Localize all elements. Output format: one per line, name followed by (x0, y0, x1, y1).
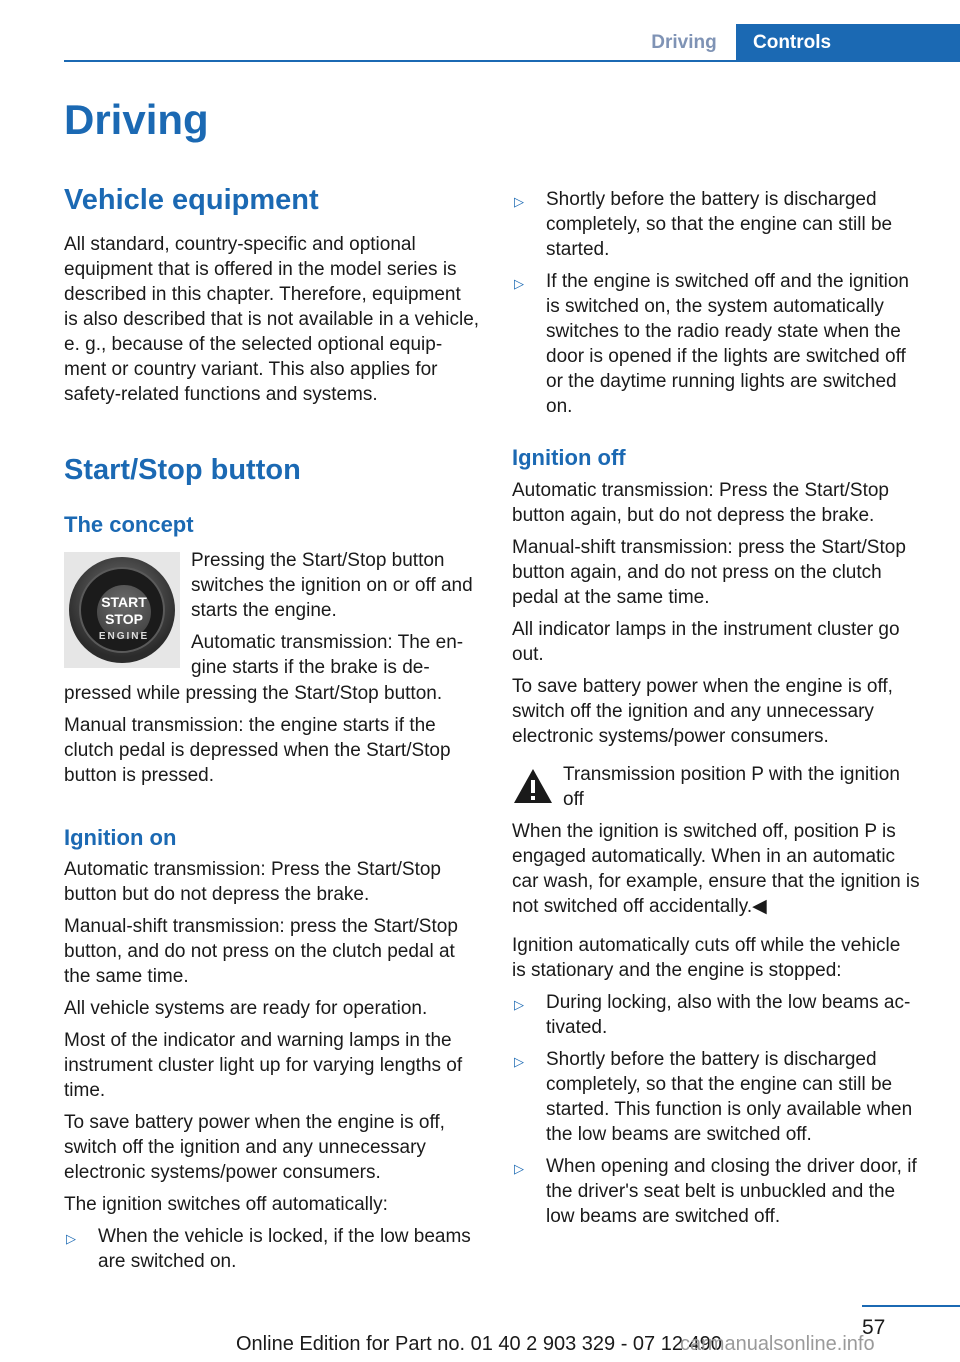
text-line: safety-related functions and systems. (64, 384, 378, 405)
text-line: button again, but do not depress the brake. (512, 505, 875, 526)
text-line: switches to the radio ready state when the (546, 321, 901, 342)
text-line: door is opened if the lights are switched off (546, 346, 906, 367)
triangle-bullet-icon: ▷ (66, 1231, 76, 1246)
text-line: Pressing the Start/Stop button (191, 550, 445, 571)
text-line: is switched on, the system automatically (546, 296, 884, 317)
ignition-on-heading: Ignition on (64, 825, 177, 850)
button-label-start: START (101, 594, 147, 610)
page-number: 57 (862, 1316, 886, 1339)
text-line: e. g., because of the selected optional equip‐ (64, 334, 443, 355)
ignition-off-text (512, 478, 932, 749)
footer-rule (862, 1305, 960, 1307)
text-line: on. (546, 396, 573, 417)
text-line: button is pressed. (64, 765, 214, 786)
warning-title (563, 762, 933, 812)
warning-body (512, 819, 932, 919)
text-line: out. (512, 644, 544, 665)
vehicle-equipment-text (64, 232, 482, 407)
text-line: All vehicle systems are ready for operation. (64, 998, 428, 1019)
start-stop-heading: Start/Stop button (64, 454, 301, 486)
text-line: started. (546, 239, 610, 260)
text-line: low beams are switched off. (546, 1206, 781, 1227)
header-section-tab: Driving (651, 32, 717, 53)
text-line: Manual-shift transmission: press the Start/Stop (64, 916, 458, 937)
text-line: off (563, 789, 584, 810)
text-line: described in this chapter. Therefore, equipment (64, 284, 461, 305)
right-top-list (512, 187, 932, 419)
list-item (512, 1047, 932, 1147)
text-line: the low beams are switched off. (546, 1124, 812, 1145)
text-line: When the vehicle is locked, if the low beams (98, 1226, 471, 1247)
text-line: completely, so that the engine can still be (546, 1074, 893, 1095)
button-ring (79, 567, 165, 653)
text-line: instrument cluster light up for varying lengths of (64, 1055, 463, 1076)
text-line: To save battery power when the engine is off, (64, 1112, 445, 1133)
triangle-bullet-icon: ▷ (514, 1161, 524, 1176)
text-line: Automatic transmission: Press the Start/Stop (64, 859, 441, 880)
list-item (64, 1224, 482, 1274)
text-line: or the daytime running lights are switched (546, 371, 897, 392)
text-line: Manual transmission: the engine starts if the (64, 715, 436, 736)
button-label-stop: STOP (105, 611, 143, 627)
text-line: Manual-shift transmission: press the Start/Stop (512, 537, 906, 558)
text-line: button, and do not press on the clutch pedal at (64, 941, 455, 962)
text-line: the same time. (64, 966, 189, 987)
text-line: Shortly before the battery is discharged (546, 189, 877, 210)
text-line: pressed while pressing the Start/Stop button. (64, 683, 443, 704)
edition-note: Online Edition for Part no. 01 40 2 903 329 - 07 12 490 (236, 1333, 722, 1355)
text-line: the driver's seat belt is unbuckled and the (546, 1181, 896, 1202)
text-line: When the ignition is switched off, position P is (512, 821, 896, 842)
text-line: button again, and do not press on the clutch (512, 562, 882, 583)
text-line: Automatic transmission: The en‐ (191, 632, 464, 653)
button-label-engine: ENGINE (98, 631, 150, 642)
manual-transmission-text (64, 713, 482, 788)
text-line: ment or country variant. This also applies for (64, 359, 438, 380)
button-bezel (69, 557, 175, 663)
text-line: completely, so that the engine can still be (546, 214, 893, 235)
text-line: Automatic transmission: Press the Start/Stop (512, 480, 889, 501)
triangle-bullet-icon: ▷ (514, 194, 524, 209)
text-line: switch off the ignition and any unnecessary (64, 1137, 426, 1158)
start-stop-button-image (64, 552, 180, 668)
triangle-bullet-icon: ▷ (514, 276, 524, 291)
text-line: equipment that is offered in the model series is (64, 259, 457, 280)
list-item (512, 269, 932, 419)
text-line: switch off the ignition and any unnecessary (512, 701, 874, 722)
text-line: car wash, for example, ensure that the ignition is (512, 871, 920, 892)
text-line: is also described that is not available in a vehicle, (64, 309, 480, 330)
ignition-on-text (64, 857, 482, 1274)
list-item (512, 187, 932, 262)
text-line: All standard, country-specific and optional (64, 234, 416, 255)
text-line: is stationary and the engine is stopped: (512, 960, 842, 981)
text-line: All indicator lamps in the instrument cluster go (512, 619, 900, 640)
auto-cut-text (512, 933, 932, 1229)
text-line: The ignition switches off automatically: (64, 1194, 388, 1215)
text-line: time. (64, 1080, 106, 1101)
text-line: When opening and closing the driver door, if (546, 1156, 917, 1177)
list-item (512, 990, 932, 1040)
concept-text (191, 548, 487, 680)
text-line: electronic systems/power consumers. (64, 1162, 381, 1183)
ignition-off-heading: Ignition off (512, 445, 626, 470)
list-item (512, 1154, 932, 1229)
text-line: not switched off accidentally.◀ (512, 896, 767, 917)
text-line: switches the ignition on or off and (191, 575, 473, 596)
text-line: During locking, also with the low beams ac‐ (546, 992, 911, 1013)
text-line: Transmission position P with the ignition (563, 764, 900, 785)
text-line: If the engine is switched off and the ignition (546, 271, 910, 292)
text-line: clutch pedal is depressed when the Start/Stop (64, 740, 451, 761)
header-chapter-tab: Controls (736, 24, 960, 62)
text-line: button but do not depress the brake. (64, 884, 370, 905)
text-line: starts the engine. (191, 600, 337, 621)
header-rule (64, 60, 960, 62)
text-line: electronic systems/power consumers. (512, 726, 829, 747)
text-line: Shortly before the battery is discharged (546, 1049, 877, 1070)
triangle-bullet-icon: ▷ (514, 997, 524, 1012)
text-line: are switched on. (98, 1251, 237, 1272)
text-line: started. This function is only available when (546, 1099, 913, 1120)
watermark: carmanualsonline.info (680, 1333, 875, 1355)
concept-heading: The concept (64, 512, 194, 537)
text-line: tivated. (546, 1017, 608, 1038)
text-line: pedal at the same time. (512, 587, 710, 608)
text-line: gine starts if the brake is de‐ (191, 657, 430, 678)
warning-icon (512, 766, 554, 806)
triangle-bullet-icon: ▷ (514, 1054, 524, 1069)
text-line: Most of the indicator and warning lamps in the (64, 1030, 452, 1051)
text-line: engaged automatically. When in an automatic (512, 846, 896, 867)
text-line: To save battery power when the engine is off, (512, 676, 893, 697)
text-line: Ignition automatically cuts off while the vehicle (512, 935, 901, 956)
page-title: Driving (64, 96, 209, 143)
vehicle-equipment-heading: Vehicle equipment (64, 184, 319, 216)
